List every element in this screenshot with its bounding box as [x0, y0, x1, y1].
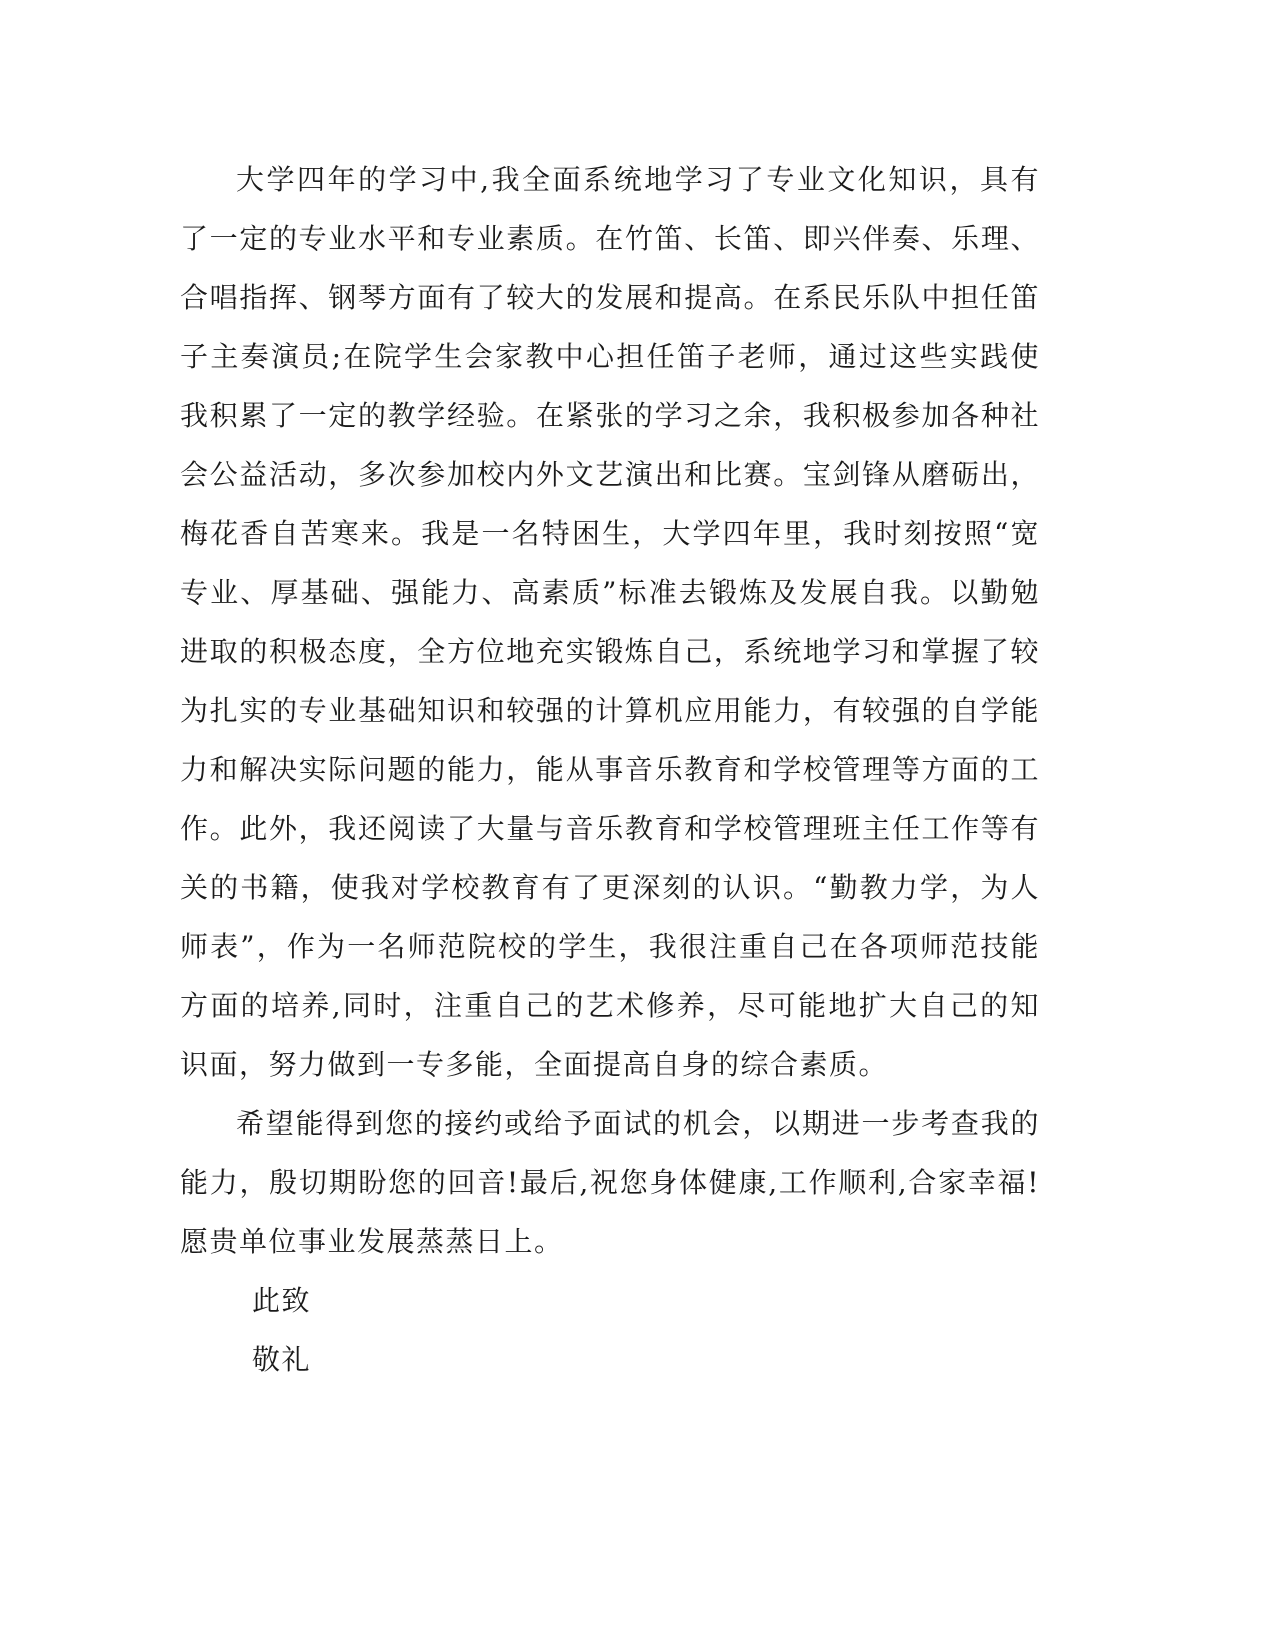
letter-body [180, 150, 1040, 1389]
paragraph-request: 希望能得到您的接约或给予面试的机会，以期进一步考查我的能力，殷切期盼您的回音!最后,祝您身体健康,工作顺利,合家幸福!愿贵单位事业发展蒸蒸日上。 [180, 1107, 1040, 1258]
closing-regards: 敬礼 [252, 1343, 312, 1376]
paragraph-experience: 大学四年的学习中,我全面系统地学习了专业文化知识，具有了一定的专业水平和专业素质。在竹笛、长笛、即兴伴奏、乐理、合唱指挥、钢琴方面有了较大的发展和提高。在系民乐队中担任笛子主奏演员;在院学生会家教中心担任笛子老师，通过这些实践使我积累了一定的教学经验。在紧张的学习之余，我积极参加各种社会公益活动，多次参加校内外文艺演出和比赛。宝剑锋从磨砺出，梅花香自苦寒来。我是一名特困生，大学四年里，我时刻按照“宽专业、厚基础、强能力、高素质”标准去锻炼及发展自我。以勤勉进取的积极态度，全方位地充实锻炼自己，系统地学习和掌握了较为扎实的专业基础知识和较强的计算机应用能力，有较强的自学能力和解决实际问题的能力，能从事音乐教育和学校管理等方面的工作。此外，我还阅读了大量与音乐教育和学校管理班主任工作等有关的书籍，使我对学校教育有了更深刻的认识。“勤教力学，为人师表”，作为一名师范院校的学生，我很注重自己在各项师范技能方面的培养,同时，注重自己的艺术修养，尽可能地扩大自己的知识面，努力做到一专多能，全面提高自身的综合素质。 [180, 163, 1040, 1081]
closing-salutation: 此致 [252, 1284, 312, 1317]
